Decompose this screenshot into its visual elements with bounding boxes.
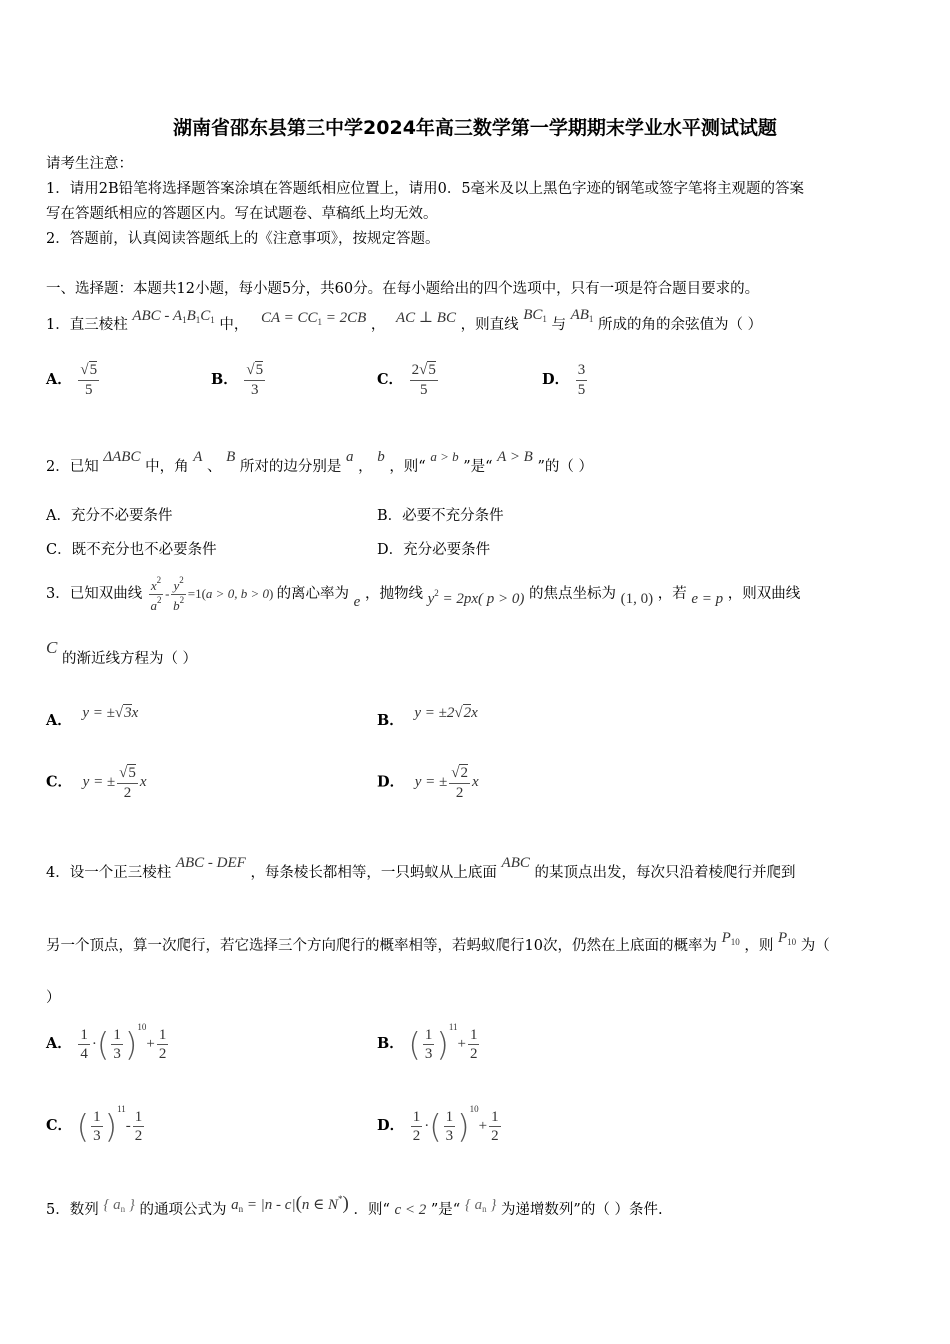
q4-option-c[interactable]: C． ( $\frac{1}{3}$ )$^{11}$- $\frac{1}{2}$ <box>46 1104 143 1146</box>
q4-option-b[interactable]: B． ( $\frac{1}{3}$ )$^{11}$+ $\frac{1}{2}$ <box>377 1022 478 1064</box>
q3-option-d[interactable]: D． y = ± $\frac{√2}{2}$ x <box>377 765 479 801</box>
notice-item-2: 2．答题前，认真阅读答题纸上的《注意事项》，按规定答题。 <box>46 231 440 247</box>
q3-option-c[interactable]: C． y = ± $\frac{√5}{2}$ x <box>46 765 147 801</box>
q4-option-d[interactable]: D． $\frac{1}{2}$ ·( $\frac{1}{3}$ )$^{10}$+ $\frac{1}{2}$ <box>377 1104 499 1146</box>
page-title: 湖南省邵东县第三中学2024年高三数学第一学期期末学业水平测试试题 <box>173 117 777 139</box>
question-4-cont: 另一个顶点，算一次爬行，若它选择三个方向爬行的概率相等，若蚂蚁爬行10次，仍然在上底面的概率为 $P_{10}$ ，则 $P_{10}$ 为（ <box>46 930 830 954</box>
question-4: 4．设一个正三棱柱 ABC - DEF ，每条棱长都相等，一只蚂蚁从上底面 ABC 的某顶点出发，每次只沿着棱爬行并爬到 <box>46 855 796 881</box>
notice-item-1: 1．请用2B铅笔将选择题答案涂填在答题纸相应位置上，请用0．5毫米及以上黑色字迹的钢笔或签字笔将主观题的答案 <box>46 181 805 197</box>
question-3-cont: C 的渐近线方程为（ ） <box>46 638 198 667</box>
question-1: 1．直三棱柱 ABC - $A_1B_1C_1$ 中， CA = $CC_1 = 2CB$ ， AC ⊥ BC ，则直线 $BC_1$ 与 $AB_1$ 所成的角的余弦值为（ ） <box>46 307 763 333</box>
q4-option-a[interactable]: A． $\frac{1}{4}$ ·( $\frac{1}{3}$ )$^{10}$+ $\frac{1}{2}$ <box>46 1022 167 1064</box>
q2-option-a[interactable]: A．充分不必要条件 <box>46 508 173 524</box>
q1-option-a[interactable]: A． $\frac{√5}{5}$ <box>46 362 98 398</box>
question-4-end: ） <box>46 990 61 1006</box>
q3-option-b[interactable]: B． y = ±2√2x <box>377 705 478 729</box>
q3-option-a[interactable]: A． y = ±√3x <box>46 705 139 729</box>
question-3: 3．已知双曲线 $\frac{x^2}{a^2}$ - $\frac{y^2}{b^2}$ =1(a > 0, b > 0) 的离心率为 e ，抛物线 $y^2 = 2px$( p > 0) 的焦点坐标为 (1, 0) ，若 e = p ，则双曲线 <box>46 575 801 614</box>
q2-option-d[interactable]: D．充分必要条件 <box>377 542 491 558</box>
q1-option-c[interactable]: C． $\frac{2√5}{5}$ <box>377 362 436 398</box>
q1-option-b[interactable]: B． $\frac{√5}{3}$ <box>211 362 264 398</box>
question-2: 2．已知 ΔABC 中，角 A 、 B 所对的边分别是 a ， b ，则“ a > b ”是“ A > B ”的（ ） <box>46 449 593 475</box>
question-5: 5．数列 { $a_n$ } 的通项公式为 $a_n = |n - c|(n$ ∈ N*) ．则“ c < 2 ”是“ { $a_n$ } 为递增数列”的（ ）条件. <box>46 1193 663 1218</box>
notice-heading: 请考生注意： <box>46 156 133 172</box>
section-heading: 一、选择题：本题共12小题，每小题5分，共60分。在每小题给出的四个选项中，只有一项是符合题目要求的。 <box>46 281 760 297</box>
q2-option-c[interactable]: C．既不充分也不必要条件 <box>46 542 217 558</box>
q1-option-d[interactable]: D． $\frac{3}{5}$ <box>542 362 586 398</box>
notice-item-1-cont: 写在答题纸相应的答题区内。写在试题卷、草稿纸上均无效。 <box>46 206 438 222</box>
q2-option-b[interactable]: B．必要不充分条件 <box>377 508 504 524</box>
